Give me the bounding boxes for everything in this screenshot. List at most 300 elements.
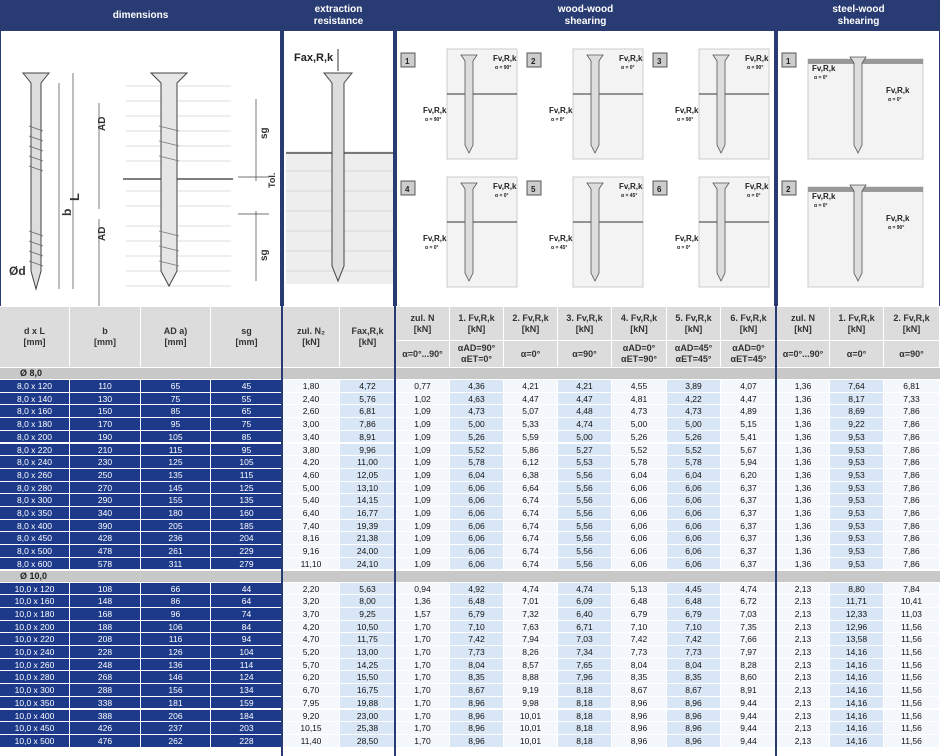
table-cell: 146 xyxy=(141,671,211,684)
column-header-9 xyxy=(558,307,612,367)
column-header-top-9: 3. Fv,R,k [kN] xyxy=(558,307,611,341)
table-cell: 4,89 xyxy=(721,405,777,418)
table-cell: 14,15 xyxy=(340,494,396,507)
table-cell: 9,53 xyxy=(830,520,884,533)
label-fvrk-top: Fv,R,k xyxy=(812,64,836,73)
panel-steelwood-drawing xyxy=(777,31,940,306)
table-cell: 6,06 xyxy=(612,494,667,507)
table-cell: 11,56 xyxy=(884,735,940,748)
column-header-top-12: 6. Fv,R,k [kN] xyxy=(721,307,776,341)
table-cell: 1,36 xyxy=(777,405,830,418)
header-extraction xyxy=(283,0,394,31)
label-fvrk-side: Fv,R,k xyxy=(675,234,699,243)
table-cell: 3,89 xyxy=(667,380,721,393)
table-cell: 1,36 xyxy=(777,520,830,533)
table-cell: 2,13 xyxy=(777,595,830,608)
label-b: b xyxy=(60,208,74,216)
table-cell: 155 xyxy=(141,494,211,507)
table-cell: 6,06 xyxy=(612,558,667,571)
table-cell: 1,36 xyxy=(777,418,830,431)
table-cell: 86 xyxy=(141,595,211,608)
label-fvrk-top: Fv,R,k xyxy=(493,54,517,63)
table-cell: 1,36 xyxy=(777,431,830,444)
table-cell: 7,86 xyxy=(884,520,940,533)
table-cell: 10,0 x 180 xyxy=(0,608,70,621)
table-cell: 5,86 xyxy=(504,444,558,457)
table-cell: 10,15 xyxy=(283,722,340,735)
column-header-top-4: zul. N₂ [kN] xyxy=(297,326,325,347)
table-cell: 12,05 xyxy=(340,469,396,482)
table-cell: 1,70 xyxy=(396,659,450,672)
table-cell: 2,13 xyxy=(777,697,830,710)
table-cell: 6,06 xyxy=(667,558,721,571)
table-cell: 6,70 xyxy=(283,684,340,697)
label-angle-top: α = 0° xyxy=(495,193,509,199)
column-header-bottom-9: α=90° xyxy=(572,348,597,359)
table-cell: 6,06 xyxy=(450,545,504,558)
table-cell: 5,56 xyxy=(558,494,612,507)
table-cell: 1,36 xyxy=(777,456,830,469)
steelwood-case-1 xyxy=(782,53,923,159)
table-cell: 7,86 xyxy=(884,545,940,558)
table-cell: 248 xyxy=(70,659,141,672)
table-cell: 130 xyxy=(70,393,141,406)
table-cell: 6,71 xyxy=(558,621,612,634)
table-cell: 8,0 x 140 xyxy=(0,393,70,406)
table-cell: 4,63 xyxy=(450,393,504,406)
table-cell: 84 xyxy=(211,621,283,634)
label-tol: Tol. xyxy=(267,172,277,188)
table-cell: 1,09 xyxy=(396,444,450,457)
column-header-12 xyxy=(721,307,777,367)
table-cell: 4,20 xyxy=(283,456,340,469)
table-cell: 6,06 xyxy=(667,494,721,507)
table-cell: 9,53 xyxy=(830,507,884,520)
table-cell: 126 xyxy=(141,646,211,659)
column-header-6 xyxy=(396,307,450,367)
table-cell: 5,26 xyxy=(612,431,667,444)
table-cell: 11,03 xyxy=(884,608,940,621)
table-cell: 1,09 xyxy=(396,405,450,418)
table-cell: 188 xyxy=(70,621,141,634)
label-fvrk-side: Fv,R,k xyxy=(886,214,910,223)
table-cell: 7,10 xyxy=(612,621,667,634)
table-cell: 4,74 xyxy=(558,583,612,596)
table-cell: 5,76 xyxy=(340,393,396,406)
table-cell: 11,56 xyxy=(884,722,940,735)
table-cell: 7,01 xyxy=(504,595,558,608)
label-angle-top: α = 90° xyxy=(495,65,512,71)
table-cell: 4,47 xyxy=(504,393,558,406)
table-cell: 8,67 xyxy=(612,684,667,697)
table-cell: 261 xyxy=(141,545,211,558)
table-cell: 10,01 xyxy=(504,722,558,735)
table-cell: 12,96 xyxy=(830,621,884,634)
table-cell: 1,70 xyxy=(396,684,450,697)
label-angle-top: α = 0° xyxy=(621,65,635,71)
table-cell: 1,36 xyxy=(777,507,830,520)
table-cell: 7,86 xyxy=(884,405,940,418)
steelwood-drawing xyxy=(778,31,940,306)
table-cell: 7,86 xyxy=(884,482,940,495)
table-cell: 5,26 xyxy=(450,431,504,444)
case-number: 2 xyxy=(531,57,536,66)
column-header-top-8: 2. Fv,R,k [kN] xyxy=(504,307,557,341)
table-cell: 8,00 xyxy=(340,595,396,608)
table-cell: 14,16 xyxy=(830,697,884,710)
table-cell: 105 xyxy=(211,456,283,469)
label-sg-bottom: sg xyxy=(259,249,270,261)
table-cell: 11,71 xyxy=(830,595,884,608)
table-cell: 8,04 xyxy=(612,659,667,672)
table-cell: 4,20 xyxy=(283,621,340,634)
table-cell: 6,74 xyxy=(504,532,558,545)
column-header-top-14: 1. Fv,R,k [kN] xyxy=(830,307,883,341)
panel-woodwood-drawing xyxy=(396,31,775,306)
table-row xyxy=(0,735,940,748)
column-header-top-10: 4. Fv,R,k [kN] xyxy=(612,307,666,341)
table-cell: 9,53 xyxy=(830,469,884,482)
table-cell: 9,20 xyxy=(283,710,340,723)
table-cell: 16,77 xyxy=(340,507,396,520)
table-cell: 159 xyxy=(211,697,283,710)
table-cell: 7,40 xyxy=(283,520,340,533)
table-cell: 8,35 xyxy=(667,671,721,684)
table-cell: 7,84 xyxy=(884,583,940,596)
table-cell: 7,86 xyxy=(884,469,940,482)
table-cell: 95 xyxy=(211,444,283,457)
header-dimensions xyxy=(0,0,281,31)
table-cell: 1,36 xyxy=(777,444,830,457)
table-cell: 6,37 xyxy=(721,520,777,533)
table-cell: 578 xyxy=(70,558,141,571)
table-cell: 4,81 xyxy=(612,393,667,406)
table-cell: 95 xyxy=(141,418,211,431)
table-cell: 3,70 xyxy=(283,608,340,621)
table-cell: 10,0 x 200 xyxy=(0,621,70,634)
table-cell: 2,13 xyxy=(777,621,830,634)
table-cell: 6,06 xyxy=(450,520,504,533)
table-cell: 6,48 xyxy=(450,595,504,608)
table-cell: 1,09 xyxy=(396,494,450,507)
table-cell: 6,37 xyxy=(721,532,777,545)
table-cell: 6,74 xyxy=(504,520,558,533)
header-dimensions-label: dimensions xyxy=(112,9,169,21)
panel-extraction-drawing xyxy=(283,31,394,306)
table-cell: 8,26 xyxy=(504,646,558,659)
table-cell: 4,47 xyxy=(558,393,612,406)
table-cell: 6,04 xyxy=(612,469,667,482)
column-header-10 xyxy=(612,307,667,367)
table-cell: 150 xyxy=(70,405,141,418)
table-cell: 8,28 xyxy=(721,659,777,672)
table-cell: 5,78 xyxy=(667,456,721,469)
table-row xyxy=(0,532,940,545)
column-header-top-3: sg [mm] xyxy=(235,326,258,347)
table-cell: 8,04 xyxy=(667,659,721,672)
case-number: 6 xyxy=(657,185,662,194)
table-cell: 5,53 xyxy=(558,456,612,469)
table-cell: 228 xyxy=(211,735,283,748)
table-cell: 9,53 xyxy=(830,482,884,495)
table-cell: 8,0 x 240 xyxy=(0,456,70,469)
label-fvrk-side: Fv,R,k xyxy=(886,86,910,95)
table-cell: 8,0 x 300 xyxy=(0,494,70,507)
table-cell: 270 xyxy=(70,482,141,495)
table-cell: 125 xyxy=(141,456,211,469)
table-cell: 1,36 xyxy=(777,393,830,406)
table-cell: 13,10 xyxy=(340,482,396,495)
column-header-7 xyxy=(450,307,504,367)
table-cell: 11,75 xyxy=(340,633,396,646)
label-fvrk-top: Fv,R,k xyxy=(619,182,643,191)
table-cell: 6,06 xyxy=(450,532,504,545)
table-cell: 8,18 xyxy=(558,684,612,697)
label-fax: Fax,R,k xyxy=(294,52,334,64)
column-header-top-11: 5. Fv,R,k [kN] xyxy=(667,307,720,341)
table-cell: 9,44 xyxy=(721,722,777,735)
table-cell: 7,86 xyxy=(884,431,940,444)
table-cell: 7,65 xyxy=(558,659,612,672)
label-d: Ød xyxy=(9,264,26,278)
table-cell: 1,36 xyxy=(777,545,830,558)
column-header-top-15: 2. Fv,R,k [kN] xyxy=(884,307,939,341)
table-cell: 8,18 xyxy=(558,735,612,748)
table-cell: 6,37 xyxy=(721,545,777,558)
table-cell: 9,53 xyxy=(830,558,884,571)
table-cell: 4,73 xyxy=(450,405,504,418)
label-angle-side: α = 90° xyxy=(888,225,905,231)
table-cell: 9,44 xyxy=(721,697,777,710)
table-cell: 184 xyxy=(211,710,283,723)
table-row xyxy=(0,710,940,723)
table-cell: 1,09 xyxy=(396,532,450,545)
table-cell: 7,86 xyxy=(884,418,940,431)
label-angle-top: α = 0° xyxy=(814,203,828,209)
woodwood-case-3 xyxy=(653,49,769,159)
table-cell: 8,96 xyxy=(667,697,721,710)
column-header-top-7: 1. Fv,R,k [kN] xyxy=(450,307,503,341)
table-cell: 134 xyxy=(211,684,283,697)
wood-block xyxy=(808,59,923,159)
table-cell: 8,96 xyxy=(667,722,721,735)
table-cell: 8,69 xyxy=(830,405,884,418)
column-header-top-13: zul. N [kN] xyxy=(777,307,829,341)
table-cell: 268 xyxy=(70,671,141,684)
column-header-bottom-12: αAD=0° αET=45° xyxy=(730,343,767,364)
table-cell: 8,96 xyxy=(450,722,504,735)
table-cell: 5,41 xyxy=(721,431,777,444)
case-number: 2 xyxy=(786,185,791,194)
case-number: 1 xyxy=(405,57,410,66)
table-cell: 0,77 xyxy=(396,380,450,393)
table-cell: 1,70 xyxy=(396,710,450,723)
table-cell: 10,0 x 300 xyxy=(0,684,70,697)
table-cell: 135 xyxy=(141,469,211,482)
table-cell: 1,80 xyxy=(283,380,340,393)
table-cell: 2,13 xyxy=(777,608,830,621)
table-cell: 7,42 xyxy=(612,633,667,646)
table-cell: 8,96 xyxy=(667,710,721,723)
table-cell: 5,56 xyxy=(558,482,612,495)
table-cell: 208 xyxy=(70,633,141,646)
table-cell: 5,56 xyxy=(558,532,612,545)
table-cell: 6,06 xyxy=(450,558,504,571)
column-header-3 xyxy=(211,307,283,367)
table-cell: 10,0 x 280 xyxy=(0,671,70,684)
header-woodwood xyxy=(396,0,775,31)
table-cell: 8,91 xyxy=(721,684,777,697)
table-row xyxy=(0,608,940,621)
table-cell: 4,70 xyxy=(283,633,340,646)
label-fvrk-top: Fv,R,k xyxy=(745,54,769,63)
table-cell: 210 xyxy=(70,444,141,457)
table-cell: 14,16 xyxy=(830,659,884,672)
label-fvrk-top: Fv,R,k xyxy=(812,192,836,201)
table-cell: 7,10 xyxy=(667,621,721,634)
table-cell: 7,34 xyxy=(558,646,612,659)
table-cell: 8,16 xyxy=(283,532,340,545)
table-cell: 6,09 xyxy=(558,595,612,608)
table-cell: 4,60 xyxy=(283,469,340,482)
table-cell: 10,0 x 160 xyxy=(0,595,70,608)
table-cell: 5,94 xyxy=(721,456,777,469)
column-header-top-2: AD a) [mm] xyxy=(163,326,188,347)
table-cell: 8,96 xyxy=(667,735,721,748)
table-cell: 338 xyxy=(70,697,141,710)
column-header-4 xyxy=(283,307,340,367)
label-l: L xyxy=(67,193,82,201)
table-cell: 9,53 xyxy=(830,545,884,558)
table-cell: 3,20 xyxy=(283,595,340,608)
table-cell: 110 xyxy=(70,380,141,393)
table-cell: 7,86 xyxy=(884,558,940,571)
header-woodwood-label: wood-wood shearing xyxy=(557,3,614,27)
table-cell: 8,0 x 350 xyxy=(0,507,70,520)
table-cell: 11,56 xyxy=(884,671,940,684)
table-cell: 8,67 xyxy=(450,684,504,697)
table-cell: 8,0 x 120 xyxy=(0,380,70,393)
table-cell: 5,40 xyxy=(283,494,340,507)
table-cell: 4,45 xyxy=(667,583,721,596)
table-cell: 190 xyxy=(70,431,141,444)
table-cell: 19,88 xyxy=(340,697,396,710)
label-angle-top: α = 0° xyxy=(814,75,828,81)
table-cell: 10,50 xyxy=(340,621,396,634)
table-cell: 168 xyxy=(70,608,141,621)
table-cell: 8,96 xyxy=(612,722,667,735)
table-cell: 8,17 xyxy=(830,393,884,406)
table-cell: 6,04 xyxy=(450,469,504,482)
table-cell: 9,19 xyxy=(504,684,558,697)
table-cell: 11,40 xyxy=(283,735,340,748)
column-header-2 xyxy=(141,307,211,367)
table-cell: 44 xyxy=(211,583,283,596)
label-angle-side: α = 90° xyxy=(677,117,694,123)
table-cell: 6,20 xyxy=(283,671,340,684)
table-row xyxy=(0,405,940,418)
table-cell: 5,15 xyxy=(721,418,777,431)
table-cell: 114 xyxy=(211,659,283,672)
table-cell: 203 xyxy=(211,722,283,735)
table-cell: 4,48 xyxy=(558,405,612,418)
label-fvrk-side: Fv,R,k xyxy=(423,106,447,115)
table-cell: 5,00 xyxy=(558,431,612,444)
table-cell: 115 xyxy=(141,444,211,457)
column-header-bottom-6: α=0°...90° xyxy=(402,348,443,359)
table-cell: 4,21 xyxy=(504,380,558,393)
table-cell: 8,88 xyxy=(504,671,558,684)
table-cell: 6,06 xyxy=(667,507,721,520)
table-cell: 7,94 xyxy=(504,633,558,646)
case-number: 4 xyxy=(405,185,410,194)
table-cell: 8,80 xyxy=(830,583,884,596)
table-cell: 9,98 xyxy=(504,697,558,710)
column-header-top-5: Fax,R,k [kN] xyxy=(351,326,384,347)
table-cell: 10,01 xyxy=(504,710,558,723)
table-cell: 1,36 xyxy=(396,595,450,608)
table-cell: 5,78 xyxy=(450,456,504,469)
table-cell: 8,60 xyxy=(721,671,777,684)
table-cell: 8,0 x 280 xyxy=(0,482,70,495)
table-cell: 4,22 xyxy=(667,393,721,406)
table-cell: 6,48 xyxy=(667,595,721,608)
table-cell: 160 xyxy=(211,507,283,520)
woodwood-case-6 xyxy=(653,177,769,287)
table-cell: 185 xyxy=(211,520,283,533)
table-cell: 2,13 xyxy=(777,633,830,646)
table-cell: 340 xyxy=(70,507,141,520)
table-cell: 6,06 xyxy=(450,494,504,507)
table-cell: 19,39 xyxy=(340,520,396,533)
label-angle-side: α = 45° xyxy=(551,245,568,251)
table-cell: 8,18 xyxy=(558,710,612,723)
table-cell: 7,42 xyxy=(667,633,721,646)
table-cell: 388 xyxy=(70,710,141,723)
table-cell: 9,25 xyxy=(340,608,396,621)
table-row xyxy=(0,722,940,735)
table-cell: 6,04 xyxy=(667,469,721,482)
table-cell: 14,25 xyxy=(340,659,396,672)
table-cell: 1,57 xyxy=(396,608,450,621)
table-cell: 6,06 xyxy=(612,532,667,545)
table-cell: 75 xyxy=(141,393,211,406)
table-row xyxy=(0,558,940,571)
table-cell: 7,86 xyxy=(884,456,940,469)
table-cell: 8,96 xyxy=(450,710,504,723)
table-cell: 45 xyxy=(211,380,283,393)
label-angle-top: α = 90° xyxy=(747,65,764,71)
steelwood-case-2 xyxy=(782,181,923,287)
table-cell: 108 xyxy=(70,583,141,596)
table-cell: 288 xyxy=(70,684,141,697)
table-cell: 206 xyxy=(141,710,211,723)
table-cell: 7,86 xyxy=(340,418,396,431)
table-cell: 1,36 xyxy=(777,469,830,482)
table-cell: 1,09 xyxy=(396,456,450,469)
table-cell: 6,74 xyxy=(504,494,558,507)
table-cell: 10,0 x 260 xyxy=(0,659,70,672)
table-cell: 8,67 xyxy=(667,684,721,697)
table-cell: 390 xyxy=(70,520,141,533)
table-cell: 1,09 xyxy=(396,545,450,558)
table-cell: 8,96 xyxy=(612,697,667,710)
separator-3 xyxy=(775,0,777,756)
table-cell: 6,06 xyxy=(667,520,721,533)
table-cell: 4,92 xyxy=(450,583,504,596)
column-header-0 xyxy=(0,307,70,367)
woodwood-case-4 xyxy=(401,177,517,287)
